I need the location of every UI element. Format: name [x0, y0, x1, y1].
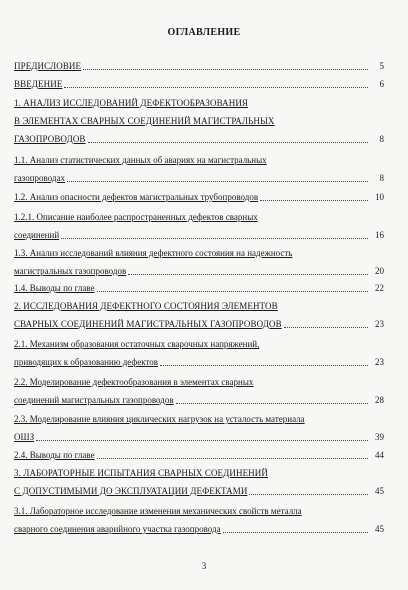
- toc-section-3-1-line-1: 3.1. Лабораторное исследование изменения механических свойств металла: [14, 506, 302, 516]
- leader-dots: [64, 87, 368, 88]
- leader-dots: [260, 200, 368, 201]
- toc-page-number: 39: [375, 432, 384, 442]
- toc-page-number: 23: [375, 357, 384, 367]
- toc-entry-section-1-3[interactable]: [14, 263, 384, 277]
- toc-page-number: 16: [375, 230, 384, 240]
- toc-entry-chapter-3[interactable]: [14, 483, 384, 497]
- toc-page-number: 8: [379, 134, 384, 144]
- toc-entry-introduction[interactable]: [14, 76, 384, 90]
- toc-section-2-1-line-1: 2.1. Механизм образования остаточных сварочных напряжений,: [14, 339, 260, 349]
- toc-entry-text: 2.4. Выводы по главе: [14, 450, 95, 460]
- toc-page-number: 28: [375, 395, 384, 405]
- toc-page-number: 20: [375, 266, 384, 276]
- toc-entry-text: магистральных газопроводов: [14, 266, 127, 276]
- toc-page-number: 6: [379, 79, 384, 89]
- toc-chapter-1-line-2: В ЭЛЕМЕНТАХ СВАРНЫХ СОЕДИНЕНИЙ МАГИСТРАЛЬНЫХ: [14, 116, 275, 126]
- toc-page-number: 8: [379, 173, 384, 183]
- leader-dots: [67, 181, 368, 182]
- toc-page-number: 45: [375, 524, 384, 534]
- toc-page-number: 22: [375, 283, 384, 293]
- toc-entry-section-2-2[interactable]: [14, 392, 384, 406]
- toc-entry-text: газопроводах: [14, 173, 66, 183]
- toc-entry-section-2-4[interactable]: [14, 447, 384, 461]
- toc-entry-text: приводящих к образованию дефектов: [14, 357, 159, 367]
- toc-section-1-1-line-1: 1.1. Анализ статистических данных об авариях на магистральных: [14, 155, 267, 165]
- toc-section-1-3-line-1: 1.3. Анализ исследований влияния дефектного состояния на надежность: [14, 248, 293, 258]
- toc-entry-section-1-2-1[interactable]: [14, 227, 384, 241]
- toc-entry-text: С ДОПУСТИМЫМИ ДО ЭКСПЛУАТАЦИИ ДЕФЕКТАМИ: [14, 486, 248, 496]
- leader-dots: [128, 274, 368, 275]
- leader-dots: [176, 403, 368, 404]
- toc-entry-section-2-1[interactable]: [14, 354, 384, 368]
- toc-page-number: 44: [375, 450, 384, 460]
- toc-entry-section-3-1[interactable]: [14, 521, 384, 535]
- toc-chapter-2-line-1: 2. ИССЛЕДОВАНИЯ ДЕФЕКТНОГО СОСТОЯНИЯ ЭЛЕМЕНТОВ: [14, 301, 278, 311]
- leader-dots: [36, 440, 368, 441]
- toc-entry-chapter-1[interactable]: [14, 131, 384, 145]
- toc-page-number: 10: [375, 192, 384, 202]
- toc-entry-text: 1.4. Выводы по главе: [14, 283, 95, 293]
- leader-dots: [284, 327, 368, 328]
- toc-entry-text: ВВЕДЕНИЕ: [14, 79, 63, 89]
- leader-dots: [97, 291, 368, 292]
- toc-title: ОГЛАВЛЕНИЕ: [167, 27, 241, 38]
- toc-chapter-3-line-1: 3. ЛАБОРАТОРНЫЕ ИСПЫТАНИЯ СВАРНЫХ СОЕДИНЕНИЙ: [14, 468, 268, 478]
- toc-entry-text: ПРЕДИСЛОВИЕ: [14, 61, 82, 71]
- toc-section-2-3-line-1: 2.3. Моделирование влияния циклических нагрузок на усталость материала: [14, 414, 305, 424]
- toc-page-number: 5: [379, 61, 384, 71]
- toc-section-2-2-line-1: 2.2. Моделирование дефектообразования в элементах сварных: [14, 377, 254, 387]
- toc-entry-section-1-1[interactable]: [14, 170, 384, 184]
- toc-page-number: 45: [375, 486, 384, 496]
- toc-entry-preface[interactable]: [14, 58, 384, 72]
- leader-dots: [97, 458, 368, 459]
- toc-entry-section-1-4[interactable]: [14, 280, 384, 294]
- leader-dots: [249, 494, 368, 495]
- leader-dots: [160, 365, 368, 366]
- toc-section-1-2-1-line-1: 1.2.1. Описание наиболее распространенных дефектов сварных: [14, 212, 258, 222]
- toc-entry-text: сварного соединения аварийного участка газопровода: [14, 524, 221, 534]
- toc-entry-text: соединений магистральных газопроводов: [14, 395, 174, 405]
- toc-entry-text: ГАЗОПРОВОДОВ: [14, 134, 86, 144]
- leader-dots: [61, 238, 368, 239]
- toc-chapter-1-line-1: 1. АНАЛИЗ ИССЛЕДОВАНИЙ ДЕФЕКТООБРАЗОВАНИЯ: [14, 98, 249, 108]
- leader-dots: [83, 69, 368, 70]
- toc-entry-text: СВАРНЫХ СОЕДИНЕНИЙ МАГИСТРАЛЬНЫХ ГАЗОПРОВОДОВ: [14, 319, 282, 329]
- leader-dots: [88, 142, 368, 143]
- toc-entry-text: 1.2. Анализ опасности дефектов магистральных трубопроводов: [14, 192, 259, 202]
- toc-entry-section-1-2[interactable]: [14, 189, 384, 203]
- toc-page-number: 23: [375, 319, 384, 329]
- page-number: 3: [201, 561, 207, 571]
- leader-dots: [223, 532, 368, 533]
- toc-entry-text: ОШЗ: [14, 432, 35, 442]
- toc-entry-section-2-3[interactable]: [14, 429, 384, 443]
- toc-entry-text: соединений: [14, 230, 60, 240]
- toc-entry-chapter-2[interactable]: [14, 316, 384, 330]
